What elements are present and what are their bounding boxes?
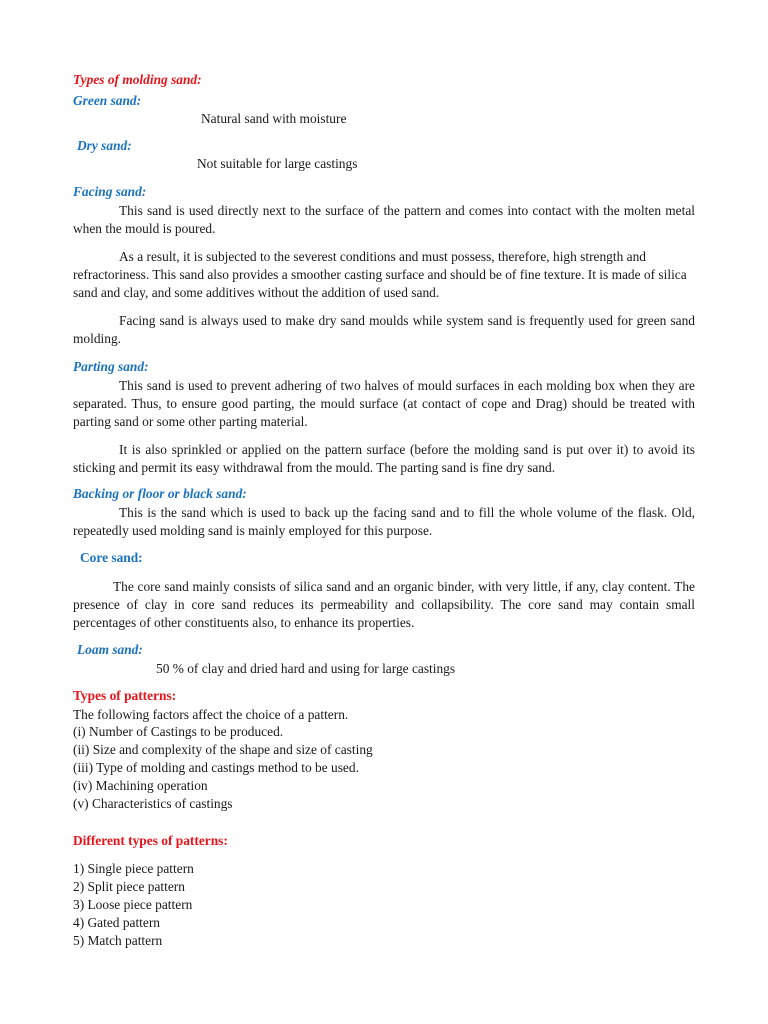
- heading-facing-sand: Facing sand:: [73, 184, 147, 199]
- parting-sand-paragraph-2: It is also sprinkled or applied on the pattern surface (before the molding sand is put over it) to avoid its sticking and permit its easy withdrawal from the mould. The parting sand is fine dry sand.: [73, 442, 695, 476]
- facing-sand-paragraph-3: Facing sand is always used to make dry sand moulds while system sand is frequently used for green sand molding.: [73, 313, 695, 347]
- heading-types-of-molding-sand: Types of molding sand:: [73, 72, 202, 87]
- heading-types-of-patterns: Types of patterns:: [73, 688, 177, 703]
- green-sand-description: Natural sand with moisture: [201, 111, 347, 126]
- list-item: 5) Match pattern: [73, 933, 163, 948]
- loam-sand-description: 50 % of clay and dried hard and using for large castings: [156, 661, 456, 676]
- list-item: (ii) Size and complexity of the shape and size of casting: [73, 742, 373, 757]
- parting-sand-paragraph-1: This sand is used to prevent adhering of two halves of mould surfaces in each molding box when they are separated. Thus, to ensure good parting, the mould surface (at contact of cope and Drag) should be treated with parting sand or some other parting material.: [73, 378, 695, 430]
- list-item: (iv) Machining operation: [73, 778, 208, 793]
- list-item: (i) Number of Castings to be produced.: [73, 724, 284, 739]
- list-item: (v) Characteristics of castings: [73, 796, 233, 811]
- list-item: 4) Gated pattern: [73, 915, 160, 930]
- pattern-factors-list: [73, 723, 373, 813]
- dry-sand-description: Not suitable for large castings: [197, 156, 358, 171]
- list-item: 1) Single piece pattern: [73, 861, 194, 876]
- heading-core-sand: Core sand:: [80, 550, 143, 565]
- heading-backing-sand: Backing or floor or black sand:: [73, 486, 247, 501]
- list-item: 3) Loose piece pattern: [73, 897, 193, 912]
- patterns-intro: The following factors affect the choice of a pattern.: [73, 707, 349, 722]
- list-item: (iii) Type of molding and castings method to be used.: [73, 760, 359, 775]
- heading-green-sand: Green sand:: [73, 93, 142, 108]
- heading-dry-sand: Dry sand:: [77, 138, 132, 153]
- facing-sand-paragraph-2: As a result, it is subjected to the severest conditions and must possess, therefore, high strength and refractoriness. This sand also provides a smoother casting surface and should be of fine texture. It is made of silica sand and clay, and some additives without the addition of used sand.: [73, 249, 687, 301]
- pattern-types-list: [73, 860, 194, 950]
- backing-sand-paragraph: This is the sand which is used to back up the facing sand and to fill the whole volume of the flask. Old, repeatedly used molding sand is mainly employed for this purpose.: [73, 505, 695, 539]
- heading-loam-sand: Loam sand:: [77, 642, 143, 657]
- core-sand-paragraph: The core sand mainly consists of silica sand and an organic binder, with very little, if any, clay content. The presence of clay in core sand reduces its permeability and collapsibility. The core sand may contain small percentages of other constituents also, to enhance its properties.: [73, 579, 695, 631]
- heading-parting-sand: Parting sand:: [73, 359, 149, 374]
- facing-sand-paragraph-1: This sand is used directly next to the surface of the pattern and comes into contact with the molten metal when the mould is poured.: [73, 203, 695, 237]
- heading-different-types-of-patterns: Different types of patterns:: [73, 833, 228, 848]
- list-item: 2) Split piece pattern: [73, 879, 185, 894]
